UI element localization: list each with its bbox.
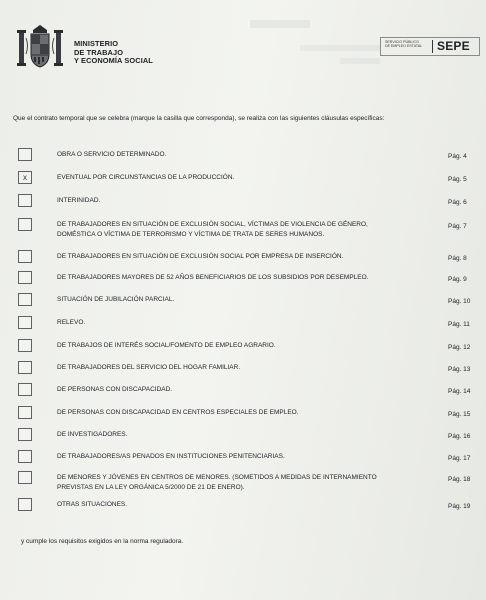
bleed-through-mark [340,58,380,64]
option-checkbox[interactable] [18,218,32,231]
option-label-line: SITUACIÓN DE JUBILACIÓN PARCIAL. [57,296,175,303]
option-page-ref: Pág. 15 [448,411,471,418]
option-checkbox[interactable] [18,450,32,463]
option-checkbox[interactable] [18,361,32,374]
checkbox-mark: x [23,173,27,182]
ministry-name [74,40,153,66]
option-page-ref: Pág. 13 [448,366,471,373]
option-page-ref: Pág. 9 [448,276,467,283]
option-label-line: DE TRABAJADORES EN SITUACIÓN DE EXCLUSIÓN SOCIAL POR EMPRESA DE INSERCIÓN. [57,253,344,260]
ministry-line: Y ECONOMÍA SOCIAL [74,56,153,66]
option-label [57,150,427,160]
bleed-through-mark [250,20,310,28]
sepe-subtitle-line: SERVICIO PÚBLICO [385,40,419,44]
option-label [57,341,427,351]
ministry-line: DE TRABAJO [74,47,124,57]
option-label [57,473,427,493]
coat-of-arms-logo [16,24,64,70]
option-label-line: OTRAS SITUACIONES. [57,501,128,508]
option-label [57,430,427,440]
option-page-ref: Pág. 7 [448,223,467,230]
option-label [57,252,427,262]
option-page-ref: Pág. 4 [448,153,467,160]
option-label-line: INTERINIDAD. [57,197,101,204]
option-page-ref: Pág. 16 [448,433,471,440]
option-page-ref: Pág. 10 [448,298,471,305]
option-label [57,196,427,206]
option-checkbox[interactable] [18,498,32,511]
intro-text: Que el contrato temporal que se celebra (marque la casilla que corresponda), se realiza con las siguientes cláusulas específicas: [13,115,385,122]
option-label-line: DE TRABAJADORES MAYORES DE 52 AÑOS BENEFICIARIOS DE LOS SUBSIDIOS POR DESEMPLEO. [57,274,369,281]
option-checkbox[interactable] [18,471,32,484]
option-page-ref: Pág. 17 [448,455,471,462]
option-label [57,408,427,418]
option-label-line: DE TRABAJADORES/AS PENADOS EN INSTITUCIONES PENITENCIARIAS. [57,453,285,460]
option-page-ref: Pág. 12 [448,344,471,351]
option-checkbox[interactable] [18,194,32,207]
option-label [57,363,427,373]
option-checkbox[interactable] [18,383,32,396]
bleed-through-mark [300,45,380,51]
option-label [57,500,427,510]
option-label [57,385,427,395]
option-label-line: DE TRABAJADORES DEL SERVICIO DEL HOGAR FAMILIAR. [57,364,241,371]
option-label-line: OBRA O SERVICIO DETERMINADO. [57,151,167,158]
option-page-ref: Pág. 19 [448,503,471,510]
option-label-line: DE INVESTIGADORES. [57,431,128,438]
ministry-line: MINISTERIO [74,39,119,48]
option-page-ref: Pág. 18 [448,476,471,483]
option-checkbox[interactable] [18,339,32,352]
option-checkbox[interactable] [18,171,32,184]
option-checkbox[interactable] [18,250,32,263]
option-checkbox[interactable] [18,293,32,306]
option-checkbox[interactable] [18,406,32,419]
sepe-subtitle-line: DE EMPLEO ESTATAL [385,44,423,49]
sepe-brand-text: SEPE [437,39,470,53]
option-page-ref: Pág. 11 [448,321,470,328]
option-label [57,173,427,183]
option-page-ref: Pág. 6 [448,199,467,206]
option-page-ref: Pág. 5 [448,176,467,183]
footer-text: y cumple los requisitos exigidos en la norma reguladora. [21,538,184,545]
option-checkbox[interactable] [18,428,32,441]
option-label [57,295,427,305]
option-checkbox[interactable] [18,316,32,329]
option-page-ref: Pág. 14 [448,388,471,395]
option-label-line: DE PERSONAS CON DISCAPACIDAD. [57,386,173,393]
option-page-ref: Pág. 8 [448,255,467,262]
option-label-line: DE TRABAJADORES EN SITUACIÓN DE EXCLUSIÓN SOCIAL, VÍCTIMAS DE VIOLENCIA DE GÉNERO, [57,221,368,228]
option-checkbox[interactable] [18,271,32,284]
option-label [57,220,427,240]
option-label-line: RELEVO. [57,319,86,326]
option-label-line: EVENTUAL POR CIRCUNSTANCIAS DE LA PRODUCCIÓN. [57,174,235,181]
option-checkbox[interactable] [18,148,32,161]
sepe-divider [432,40,433,53]
option-label [57,452,427,462]
option-label-line: PREVISTAS EN LA LEY ORGÁNICA 5/2000 DE 21 DE ENERO). [57,484,245,491]
option-label-line: DOMÉSTICA O VÍCTIMA DE TERRORISMO Y VÍCTIMA DE TRATA DE SERES HUMANOS. [57,231,325,238]
sepe-logo [380,37,480,56]
option-label-line: DE PERSONAS CON DISCAPACIDAD EN CENTROS ESPECIALES DE EMPLEO. [57,409,299,416]
option-label [57,318,427,328]
option-label [57,273,427,283]
option-label-line: DE TRABAJOS DE INTERÉS SOCIAL/FOMENTO DE EMPLEO AGRARIO. [57,342,276,349]
option-label-line: DE MENORES Y JÓVENES EN CENTROS DE MENORES. (SOMETIDOS A MEDIDAS DE INTERNAMIENTO [57,474,377,481]
